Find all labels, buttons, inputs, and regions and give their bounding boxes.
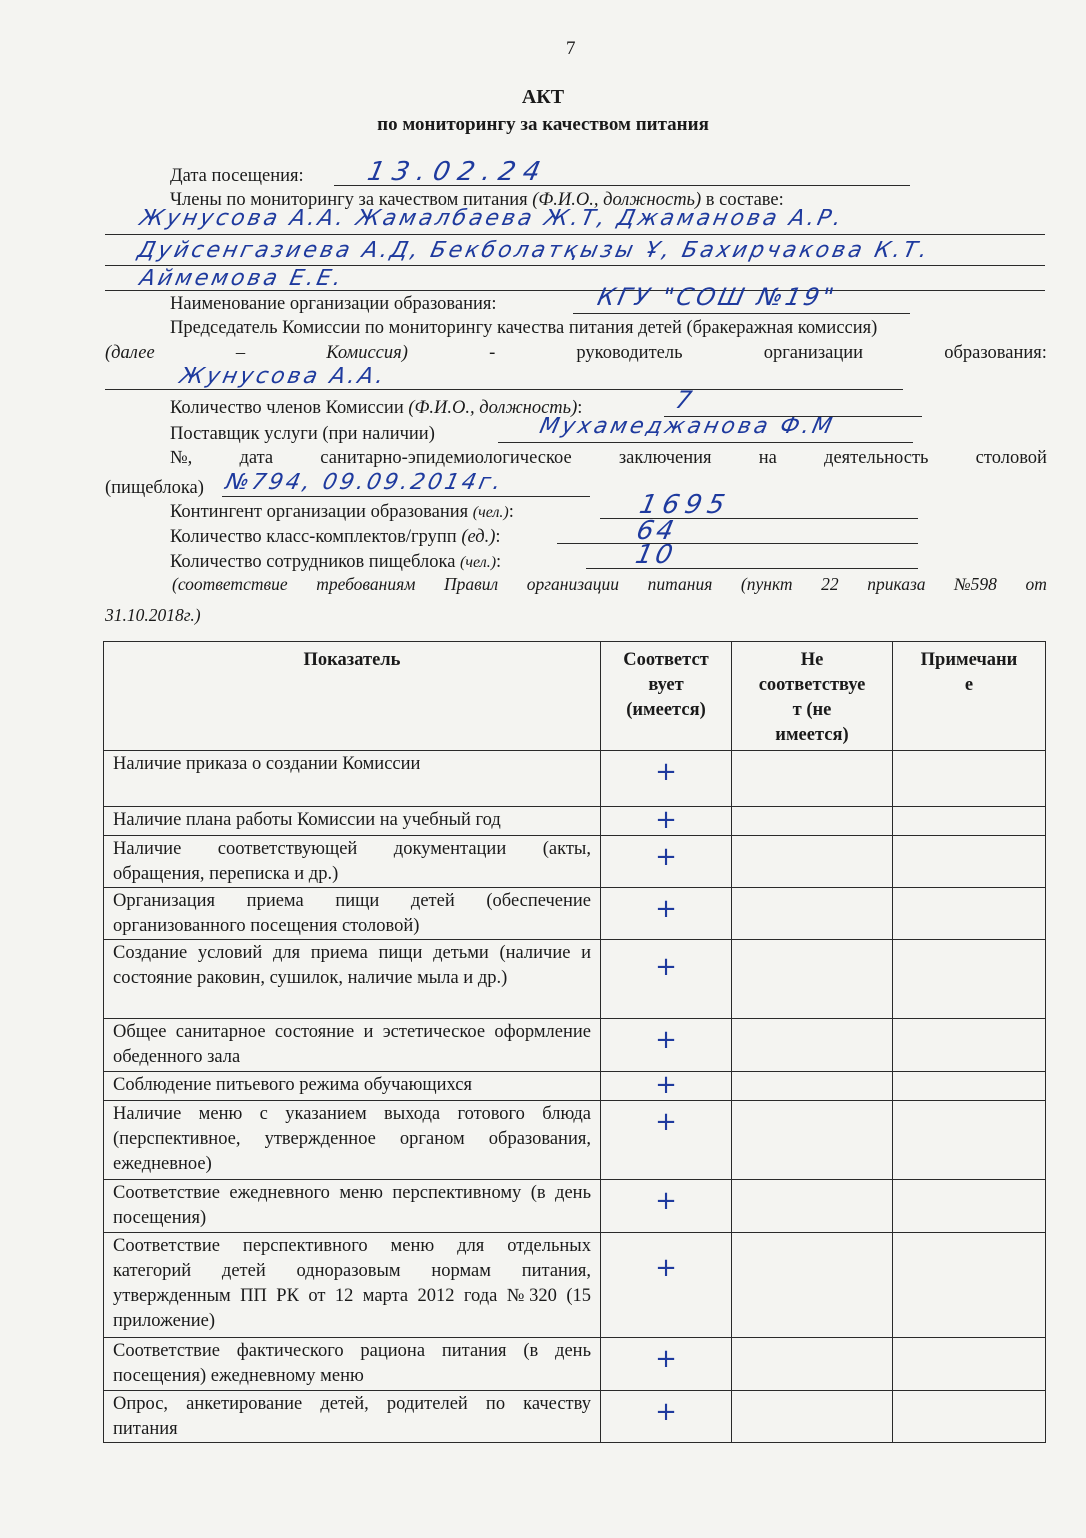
row-note xyxy=(893,1101,1046,1180)
row-not-complies xyxy=(732,940,893,1019)
row-indicator: Наличие меню с указанием выхода готового блюда (перспективное, утвержденное органом образования, ежедневное) xyxy=(104,1101,601,1180)
sanitary-label-line-1: №, дата санитарно-эпидемиологическое заключения на деятельность столовой xyxy=(170,448,1047,468)
sanitary-value: №794, 09.09.2014г. xyxy=(223,470,507,495)
org-value: КГУ "СОШ №19" xyxy=(595,283,840,311)
row-complies-mark: + xyxy=(601,751,732,807)
table-row xyxy=(104,836,1046,888)
supplier-underline xyxy=(498,442,913,443)
row-indicator: Соблюдение питьевого режима обучающихся xyxy=(104,1072,601,1101)
row-note xyxy=(893,888,1046,940)
staff-label: Количество сотрудников пищеблока (чел.): xyxy=(170,552,502,572)
row-indicator: Общее санитарное состояние и эстетическое оформление обеденного зала xyxy=(104,1019,601,1072)
chairman-label-line-2: (далее – Комиссия) - руководитель организации образования: xyxy=(105,343,1047,363)
header-note: Примечани е xyxy=(893,642,1046,751)
supplier-label: Поставщик услуги (при наличии) xyxy=(170,424,435,444)
classes-underline xyxy=(557,543,918,544)
monitoring-table xyxy=(103,641,1046,1443)
row-indicator: Создание условий для приема пищи детьми (наличие и состояние раковин, сушилок, наличие мыла и др.) xyxy=(104,940,601,1019)
classes-value: 64 xyxy=(633,516,680,546)
org-underline xyxy=(573,313,910,314)
row-indicator: Соответствие ежедневного меню перспективному (в день посещения) xyxy=(104,1180,601,1233)
table-row xyxy=(104,1338,1046,1391)
members-line-2: Дуйсенгазиева А.Д, Бекболатқызы Ұ, Бахирчакова К.Т. xyxy=(135,238,933,263)
header-complies: Соответст вует (имеется) xyxy=(601,642,732,751)
document-title: АКТ xyxy=(521,86,565,108)
members-line-1: Жунусова А.А. Жамалбаева Ж.Т, Джаманова А.Р. xyxy=(137,206,847,231)
chairman-value: Жунусова А.А. xyxy=(177,364,389,389)
members-line-3: Аймемова Е.Е. xyxy=(137,266,347,291)
row-note xyxy=(893,1072,1046,1101)
table-row xyxy=(104,1233,1046,1338)
row-complies-mark: + xyxy=(601,807,732,836)
row-complies-mark: + xyxy=(601,1072,732,1101)
row-not-complies xyxy=(732,807,893,836)
members-underline-3 xyxy=(105,290,1045,291)
row-not-complies xyxy=(732,1019,893,1072)
table-row xyxy=(104,888,1046,940)
row-indicator: Соответствие перспективного меню для отдельных категорий детей одноразовым нормам питания, утвержденным ПП РК от 12 марта 2012 года №320 (15 приложение) xyxy=(104,1233,601,1338)
staff-value: 10 xyxy=(632,540,679,570)
table-header-row xyxy=(104,642,1046,751)
header-indicator: Показатель xyxy=(104,642,601,751)
row-not-complies xyxy=(732,1101,893,1180)
row-complies-mark: + xyxy=(601,1391,732,1443)
contingent-label: Контингент организации образования (чел.): xyxy=(170,502,514,522)
row-not-complies xyxy=(732,888,893,940)
chairman-label-line-1: Председатель Комиссии по мониторингу качества питания детей (бракеражная комиссия) xyxy=(170,318,878,338)
org-label: Наименование организации образования: xyxy=(170,294,497,314)
row-not-complies xyxy=(732,1391,893,1443)
row-complies-mark: + xyxy=(601,1019,732,1072)
compliance-note-line-2: 31.10.2018г.) xyxy=(105,605,201,625)
table-row xyxy=(104,751,1046,807)
row-note xyxy=(893,1338,1046,1391)
visit-date-value: 13.02.24 xyxy=(364,157,551,187)
row-note xyxy=(893,1019,1046,1072)
table-row xyxy=(104,1391,1046,1443)
header-not-complies: Не соответствуе т (не имеется) xyxy=(732,642,893,751)
table-row xyxy=(104,1019,1046,1072)
compliance-note-line-1: (соответствие требованиям Правил организации питания (пункт 22 приказа №598 от xyxy=(172,574,1047,594)
row-not-complies xyxy=(732,1180,893,1233)
row-indicator: Организация приема пищи детей (обеспечение организованного посещения столовой) xyxy=(104,888,601,940)
row-not-complies xyxy=(732,1072,893,1101)
members-label: Члены по мониторингу за качеством питания (Ф.И.О., должность) в составе: xyxy=(170,190,784,210)
row-note xyxy=(893,836,1046,888)
visit-date-label: Дата посещения: xyxy=(170,166,304,186)
table-row xyxy=(104,807,1046,836)
members-underline-1 xyxy=(105,234,1045,235)
row-complies-mark: + xyxy=(601,888,732,940)
document-subtitle: по мониторингу за качеством питания xyxy=(377,114,709,135)
row-indicator: Наличие приказа о создании Комиссии xyxy=(104,751,601,807)
row-complies-mark: + xyxy=(601,1101,732,1180)
row-note xyxy=(893,807,1046,836)
chairman-underline xyxy=(105,389,903,390)
row-complies-mark: + xyxy=(601,836,732,888)
row-complies-mark: + xyxy=(601,1338,732,1391)
table-row xyxy=(104,1180,1046,1233)
page-number: 7 xyxy=(566,38,576,59)
row-indicator: Соответствие фактического рациона питания (в день посещения) ежедневному меню xyxy=(104,1338,601,1391)
row-indicator: Наличие плана работы Комиссии на учебный год xyxy=(104,807,601,836)
member-count-value: 7 xyxy=(673,386,698,414)
row-note xyxy=(893,751,1046,807)
row-not-complies xyxy=(732,836,893,888)
row-note xyxy=(893,940,1046,1019)
row-not-complies xyxy=(732,1338,893,1391)
row-not-complies xyxy=(732,751,893,807)
table-row xyxy=(104,1101,1046,1180)
sanitary-underline xyxy=(222,496,590,497)
row-note xyxy=(893,1391,1046,1443)
classes-label: Количество класс-комплектов/групп (ед.): xyxy=(170,527,501,547)
row-complies-mark: + xyxy=(601,1233,732,1338)
sanitary-label-line-2: (пищеблока) xyxy=(105,478,204,498)
row-not-complies xyxy=(732,1233,893,1338)
member-count-label: Количество членов Комиссии (Ф.И.О., должность): xyxy=(170,398,583,418)
row-complies-mark: + xyxy=(601,1180,732,1233)
row-note xyxy=(893,1233,1046,1338)
row-indicator: Опрос, анкетирование детей, родителей по качеству питания xyxy=(104,1391,601,1443)
table-row xyxy=(104,940,1046,1019)
contingent-value: 1695 xyxy=(636,490,734,520)
supplier-value: Мухамеджанова Ф.М xyxy=(537,414,838,439)
table-row xyxy=(104,1072,1046,1101)
row-complies-mark: + xyxy=(601,940,732,1019)
row-indicator: Наличие соответствующей документации (акты, обращения, переписка и др.) xyxy=(104,836,601,888)
row-note xyxy=(893,1180,1046,1233)
